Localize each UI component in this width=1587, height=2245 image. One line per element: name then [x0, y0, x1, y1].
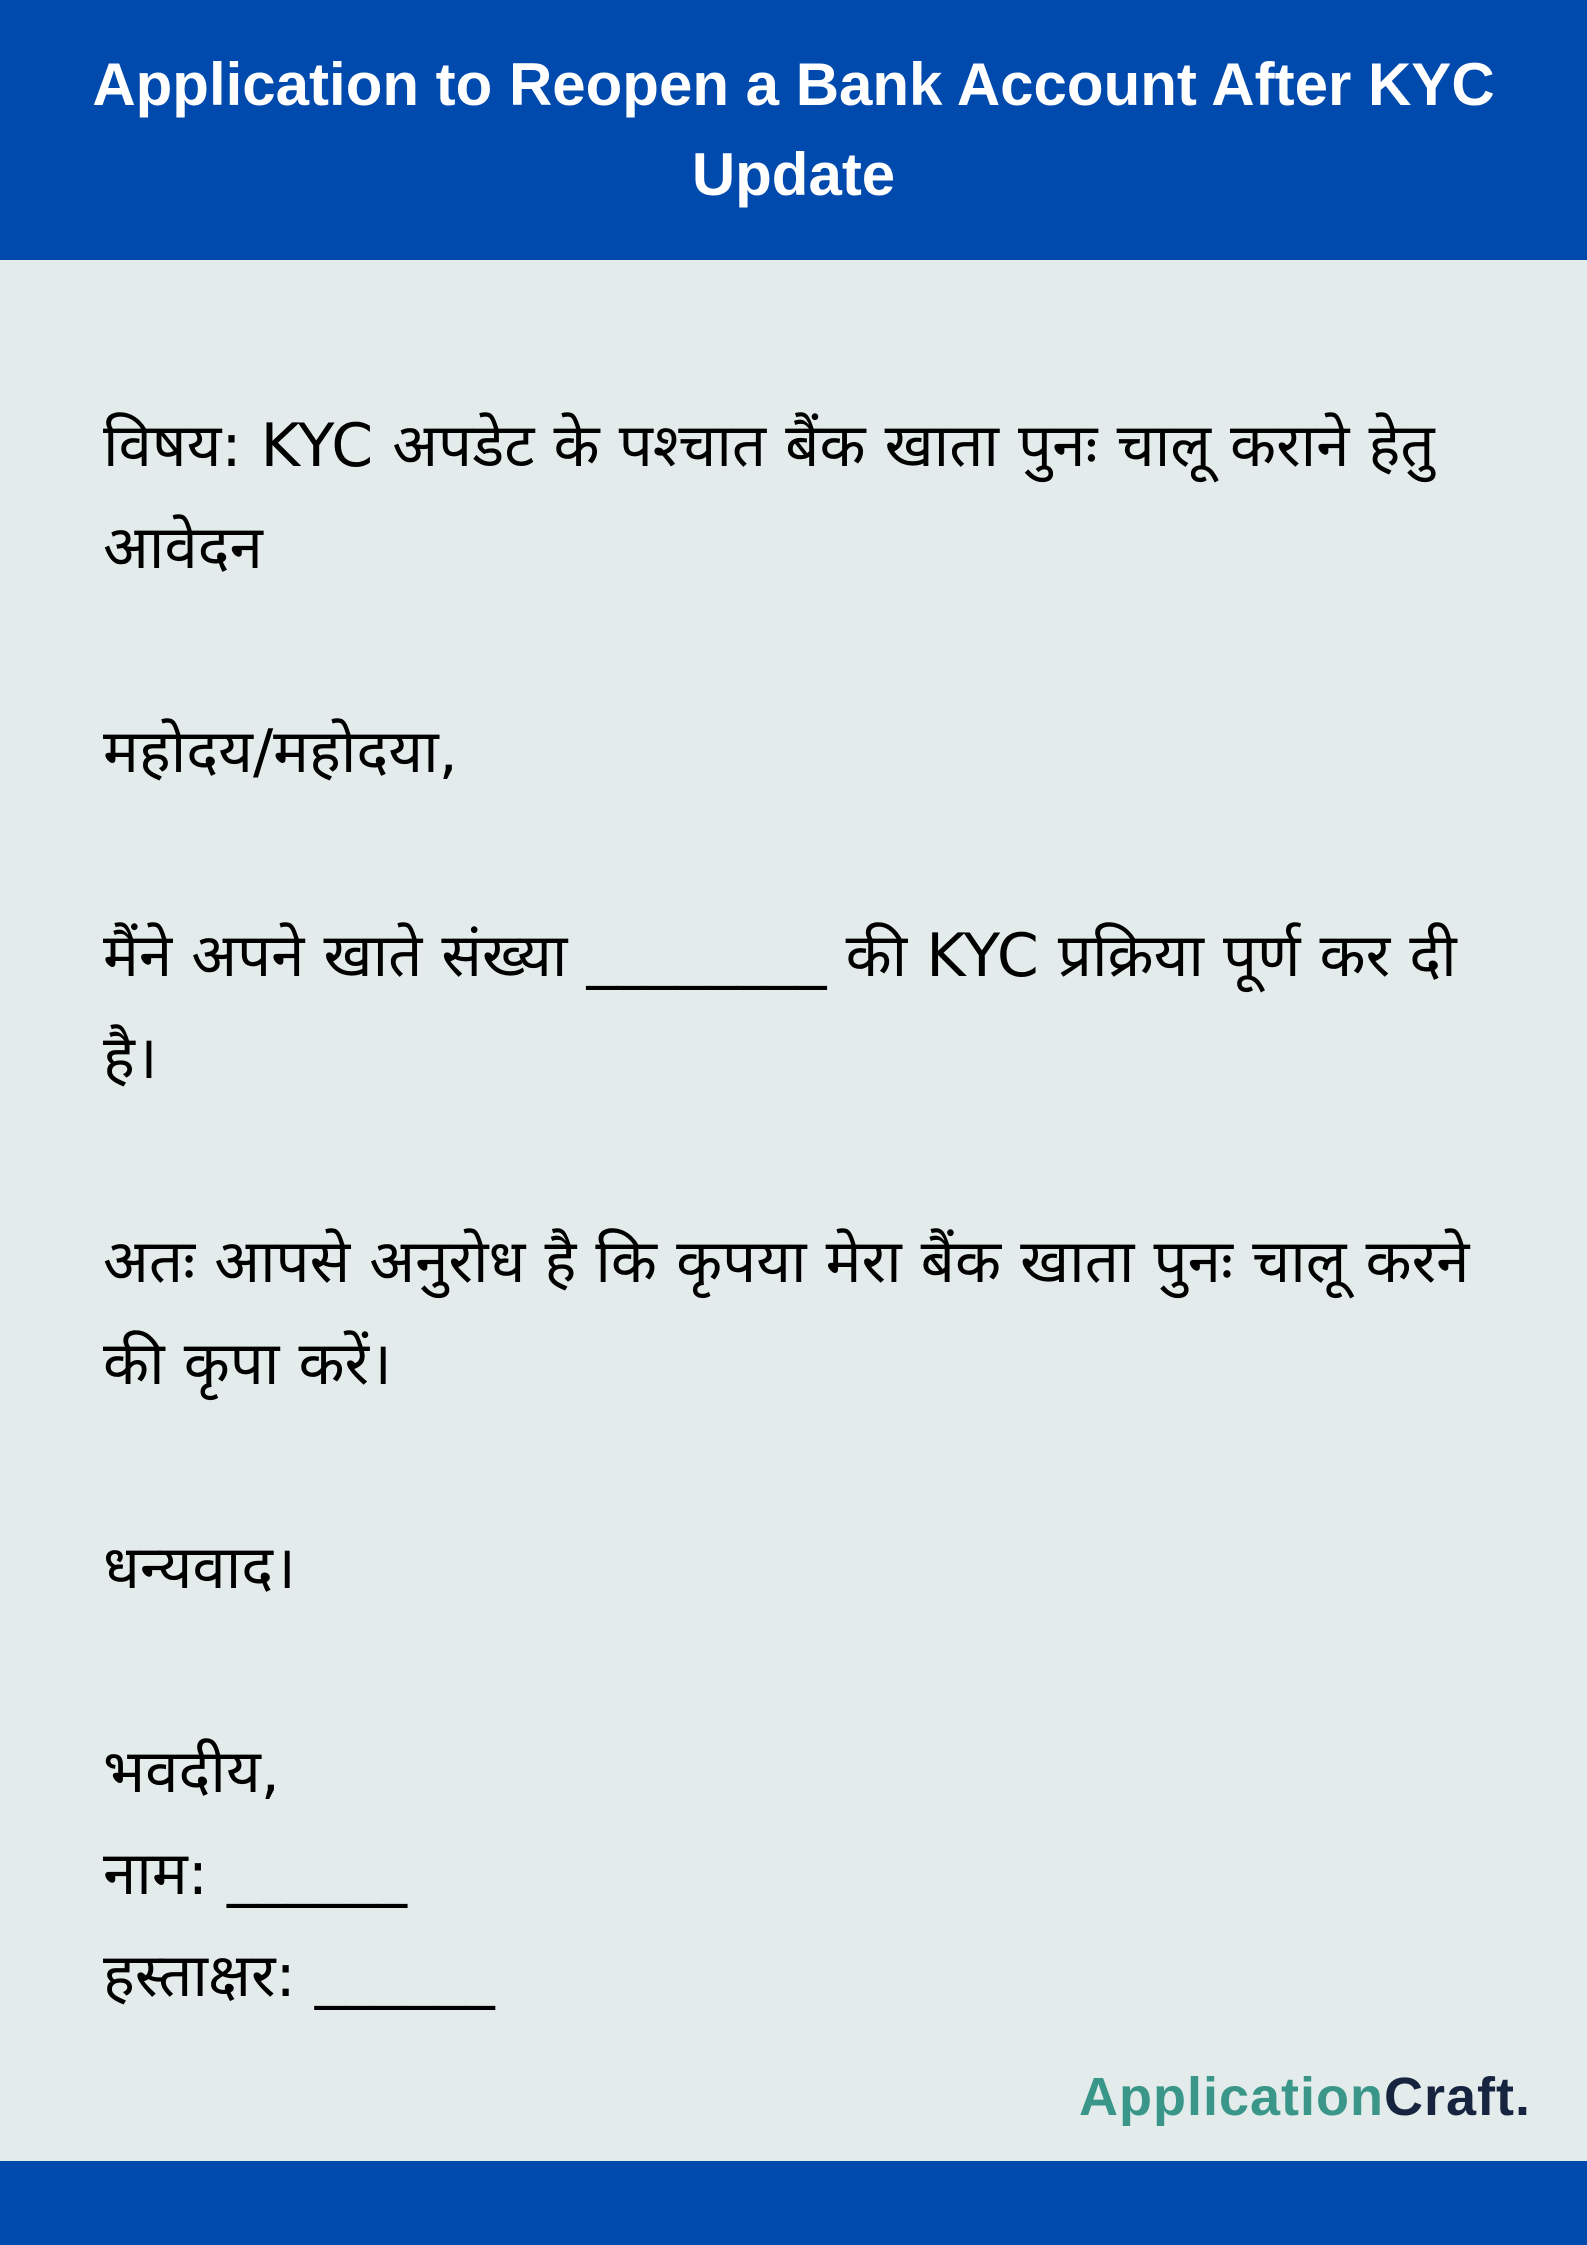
signature-line: हस्ताक्षर: ______: [103, 1941, 495, 2011]
letter-thanks: धन्यवाद।: [103, 1533, 296, 1603]
letter-paragraph: अतः आपसे अनुरोध है कि कृपया मेरा बैंक खाता पुनः चालू करने की कृपा करें।: [103, 1227, 1470, 1399]
letter-subject: विषय: KYC अपडेट के पश्चात बैंक खाता पुनः चालू कराने हेतु आवेदन: [103, 411, 1435, 583]
header-banner: [0, 0, 1587, 260]
letter-body: [103, 395, 1523, 2027]
logo-part-application: Application: [1078, 2067, 1384, 2127]
name-line: नाम: ______: [103, 1839, 408, 1909]
letter-closing: भवदीय,: [103, 1737, 280, 1807]
page-title: Application to Reopen a Bank Account After KYC Update: [92, 51, 1495, 208]
brand-logo: [1079, 2066, 1531, 2128]
letter-salutation: महोदय/महोदया,: [103, 717, 458, 787]
logo-part-craft: Craft.: [1383, 2067, 1531, 2127]
letter-paragraph: मैंने अपने खाते संख्या ________ की KYC प्रक्रिया पूर्ण कर दी है।: [103, 921, 1457, 1093]
footer-bar: [0, 2161, 1587, 2245]
